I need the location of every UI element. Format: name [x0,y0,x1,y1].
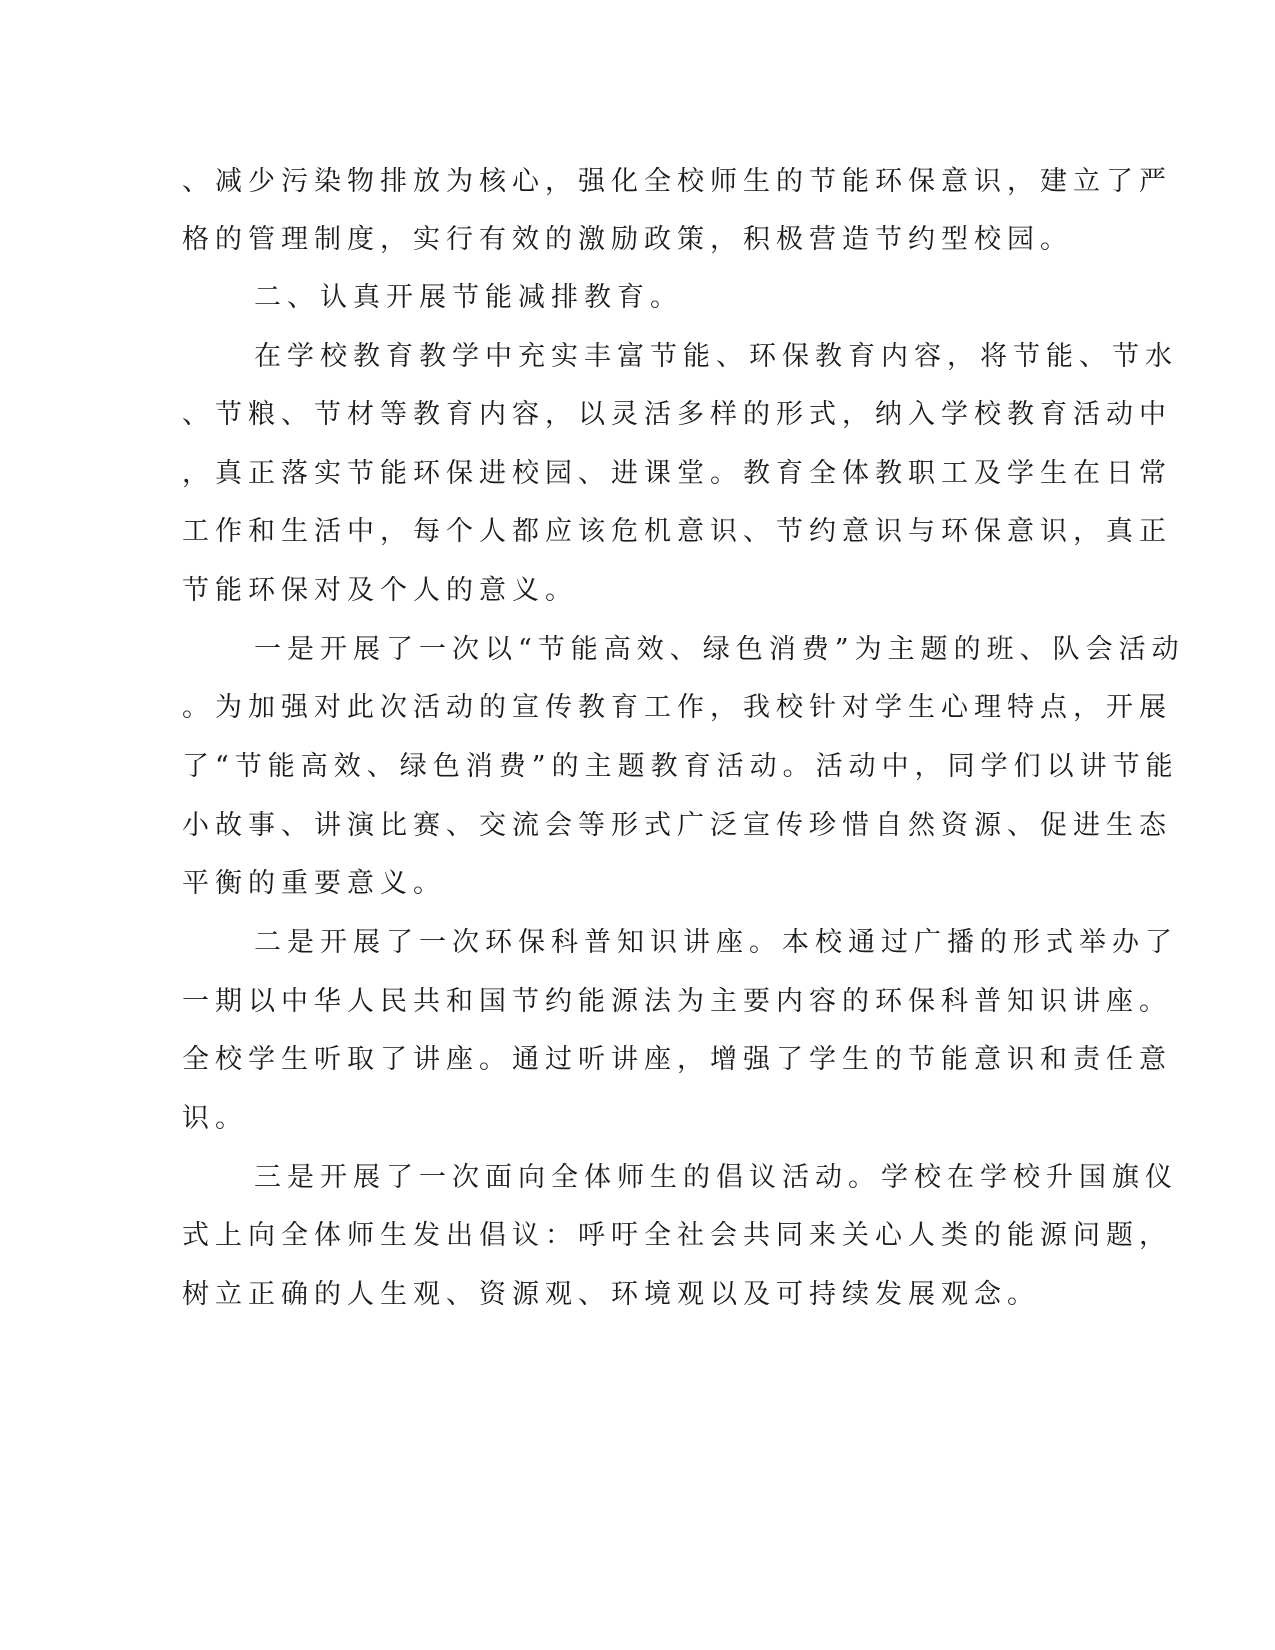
text-line: 工作和生活中，每个人都应该危机意识、节约意识与环保意识，真正 [182,516,1172,547]
text-line: 一是开展了一次以“节能高效、绿色消费”为主题的班、队会活动 [254,634,1185,665]
text-line: 识。 [182,1103,248,1134]
text-line: 全校学生听取了讲座。通过听讲座，增强了学生的节能意识和责任意 [182,1044,1172,1075]
text-line: 在学校教育教学中充实丰富节能、环保教育内容，将节能、节水 [254,341,1178,372]
text-line: 三是开展了一次面向全体师生的倡议活动。学校在学校升国旗仪 [254,1162,1178,1193]
text-line: 平衡的重要意义。 [182,868,446,899]
text-line: 了“节能高效、绿色消费”的主题教育活动。活动中，同学们以讲节能 [182,751,1179,782]
section-heading: 二、认真开展节能减排教育。 [254,282,683,313]
text-line: 二是开展了一次环保科普知识讲座。本校通过广播的形式举办了 [254,927,1178,958]
text-line: 、节粮、节材等教育内容，以灵活多样的形式，纳入学校教育活动中 [182,399,1172,430]
text-line: 小故事、讲演比赛、交流会等形式广泛宣传珍惜自然资源、促进生态 [182,810,1172,841]
text-line: 式上向全体师生发出倡议：呼吁全社会共同来关心人类的能源问题， [182,1220,1172,1251]
text-line: 树立正确的人生观、资源观、环境观以及可持续发展观念。 [182,1279,1040,1310]
text-line: 节能环保对及个人的意义。 [182,575,578,606]
text-line: 。为加强对此次活动的宣传教育工作，我校针对学生心理特点，开展 [182,692,1172,723]
text-line: 一期以中华人民共和国节约能源法为主要内容的环保科普知识讲座。 [182,986,1172,1017]
text-line: ，真正落实节能环保进校园、进课堂。教育全体教职工及学生在日常 [182,458,1172,489]
text-line: 、减少污染物排放为核心，强化全校师生的节能环保意识，建立了严 [182,166,1172,197]
text-line: 格的管理制度，实行有效的激励政策，积极营造节约型校园。 [182,224,1073,255]
